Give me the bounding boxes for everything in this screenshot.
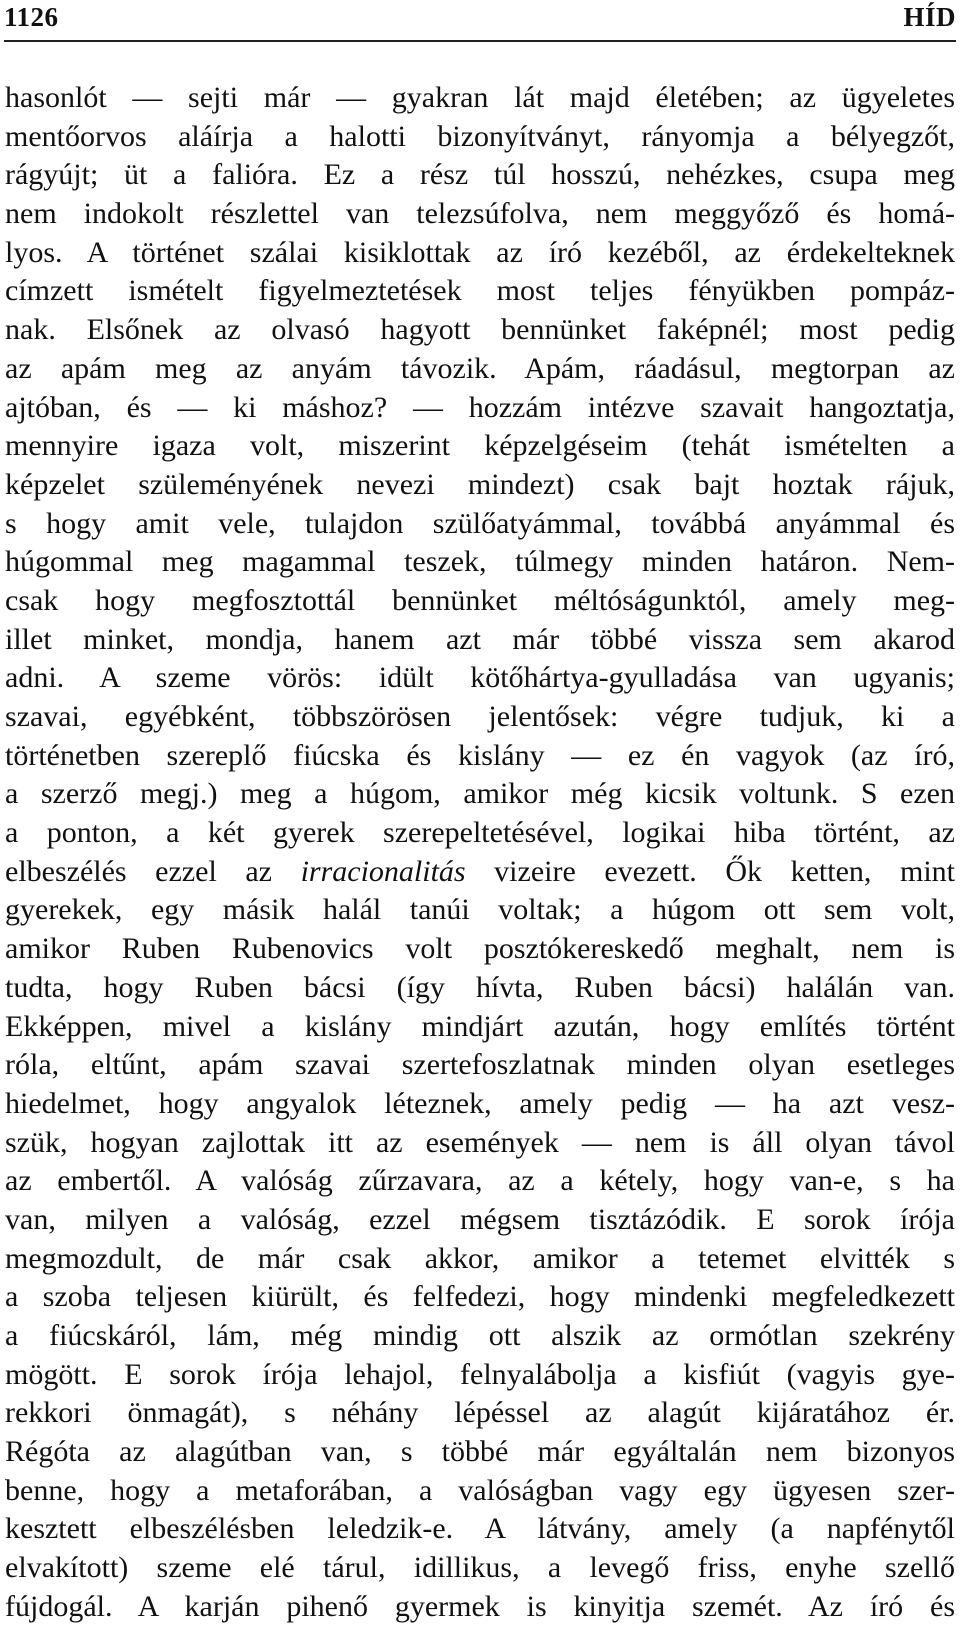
text-line-33: a fiúcskáról, lám, még mindig ott alszik az ormótlan szekrény [5,1319,955,1352]
text-line-11: képzelet szüleményének nevezi mindezt) csak bajt hoztak rájuk, [5,467,955,501]
text-line-27: hiedelmet, hogy angyalok léteznek, amely pedig — ha azt vesz- [5,1086,955,1120]
text-line-21-start: elbeszélés ezzel az [5,854,301,888]
text-line-32: a szoba teljesen kiürült, és felfedezi, hogy mindenki megfeledkezett [5,1280,955,1314]
body-text [5,79,955,1627]
text-line-25: Ekképpen, mivel a kislány mindjárt azután, hogy említés történt [5,1009,955,1043]
text-line-7: nak. Elsőnek az olvasó hagyott bennünket faképnél; most pedig [5,313,955,347]
text-line-39: elvakított) szeme elé tárul, idillikus, a levegő friss, enyhe szellő [5,1551,955,1585]
text-line-28: szük, hogyan zajlottak itt az események — nem is áll olyan távol [5,1125,955,1159]
running-header [4,2,956,38]
text-line-16: adni. A szeme vörös: idült kötőhártya-gyulladása van ugyanis; [5,661,955,695]
text-line-22: gyerekek, egy másik halál tanúi voltak; a húgom ott sem volt, [5,893,955,927]
text-line-40: fújdogál. A karján pihenő gyermek is kinyitja szemét. Az író és [5,1589,955,1623]
text-line-35: rekkori önmagát), s néhány lépéssel az alagút kijáratához ér. [5,1396,955,1430]
text-line-36: Régóta az alagútban van, s többé már egyáltalán nem bizonyos [5,1435,955,1469]
text-line-31: megmozdult, de már csak akkor, amikor a tetemet elvitték s [5,1241,955,1275]
text-line-34: mögött. E sorok írója lehajol, felnyalábolja a kisfiút (vagyis gye- [5,1357,955,1391]
text-line-38: kesztett elbeszélésben leledzik-e. A látvány, amely (a napfénytől [5,1512,955,1546]
text-line-18: történetben szereplő fiúcska és kislány — ez én vagyok (az író, [5,738,955,772]
text-line-17: szavai, egyébként, többszörösen jelentősek: végre tudjuk, ki a [5,700,955,733]
text-line-5: lyos. A történet szálai kisiklottak az író kezéből, az érdekelteknek [5,235,955,269]
text-line-2: mentőorvos aláírja a halotti bizonyítványt, rányomja a bélyegzőt, [5,119,955,153]
text-line-9: ajtóban, és — ki máshoz? — hozzám intézve szavait hangoztatja, [5,390,955,424]
text-line-21 [5,853,955,892]
text-line-37: benne, hogy a metaforában, a valóságban vagy egy ügyesen szer- [5,1473,955,1507]
text-line-14: csak hogy megfosztottál bennünket méltóságunktól, amely meg- [5,583,955,617]
header-rule [4,40,956,42]
text-line-6: címzett ismételt figyelmeztetések most teljes fényükben pompáz- [5,274,955,308]
journal-title: HÍD [903,2,956,32]
text-line-20: a ponton, a két gyerek szerepeltetésével, logikai hiba történt, az [5,816,955,850]
page-number: 1126 [4,2,59,32]
text-line-26: róla, eltűnt, apám szavai szertefoszlatnak minden olyan esetleges [5,1048,955,1082]
text-line-19: a szerző megj.) meg a húgom, amikor még kicsik voltunk. S ezen [5,777,955,811]
text-line-30: van, milyen a valóság, ezzel mégsem tisztázódik. E sorok írója [5,1202,955,1236]
text-line-21-end: vizeire evezett. Ők ketten, mint [465,854,955,888]
text-line-3: rágyújt; üt a falióra. Ez a rész túl hosszú, nehézkes, csupa meg [5,158,955,192]
text-line-10: mennyire igaza volt, miszerint képzelgéseim (tehát ismételten a [5,429,955,463]
italic-term: irracionalitás [300,854,466,888]
text-line-23: amikor Ruben Rubenovics volt posztókereskedő meghalt, nem is [5,932,955,966]
text-line-12: s hogy amit vele, tulajdon szülőatyámmal, továbbá anyámmal és [5,506,955,540]
text-line-8: az apám meg az anyám távozik. Apám, ráadásul, megtorpan az [5,351,955,385]
text-line-1: hasonlót — sejti már — gyakran lát majd életében; az ügyeletes [5,81,955,114]
text-line-24: tudta, hogy Ruben bácsi (így hívta, Ruben bácsi) halálán van. [5,970,955,1004]
text-line-4: nem indokolt részlettel van telezsúfolva, nem meggyőző és homá- [5,197,955,231]
text-line-29: az embertől. A valóság zűrzavara, az a kétely, hogy van-e, s ha [5,1164,955,1198]
text-line-13: húgommal meg magammal teszek, túlmegy minden határon. Nem- [5,545,955,579]
text-line-15: illet minket, mondja, hanem azt már többé vissza sem akarod [5,622,955,656]
